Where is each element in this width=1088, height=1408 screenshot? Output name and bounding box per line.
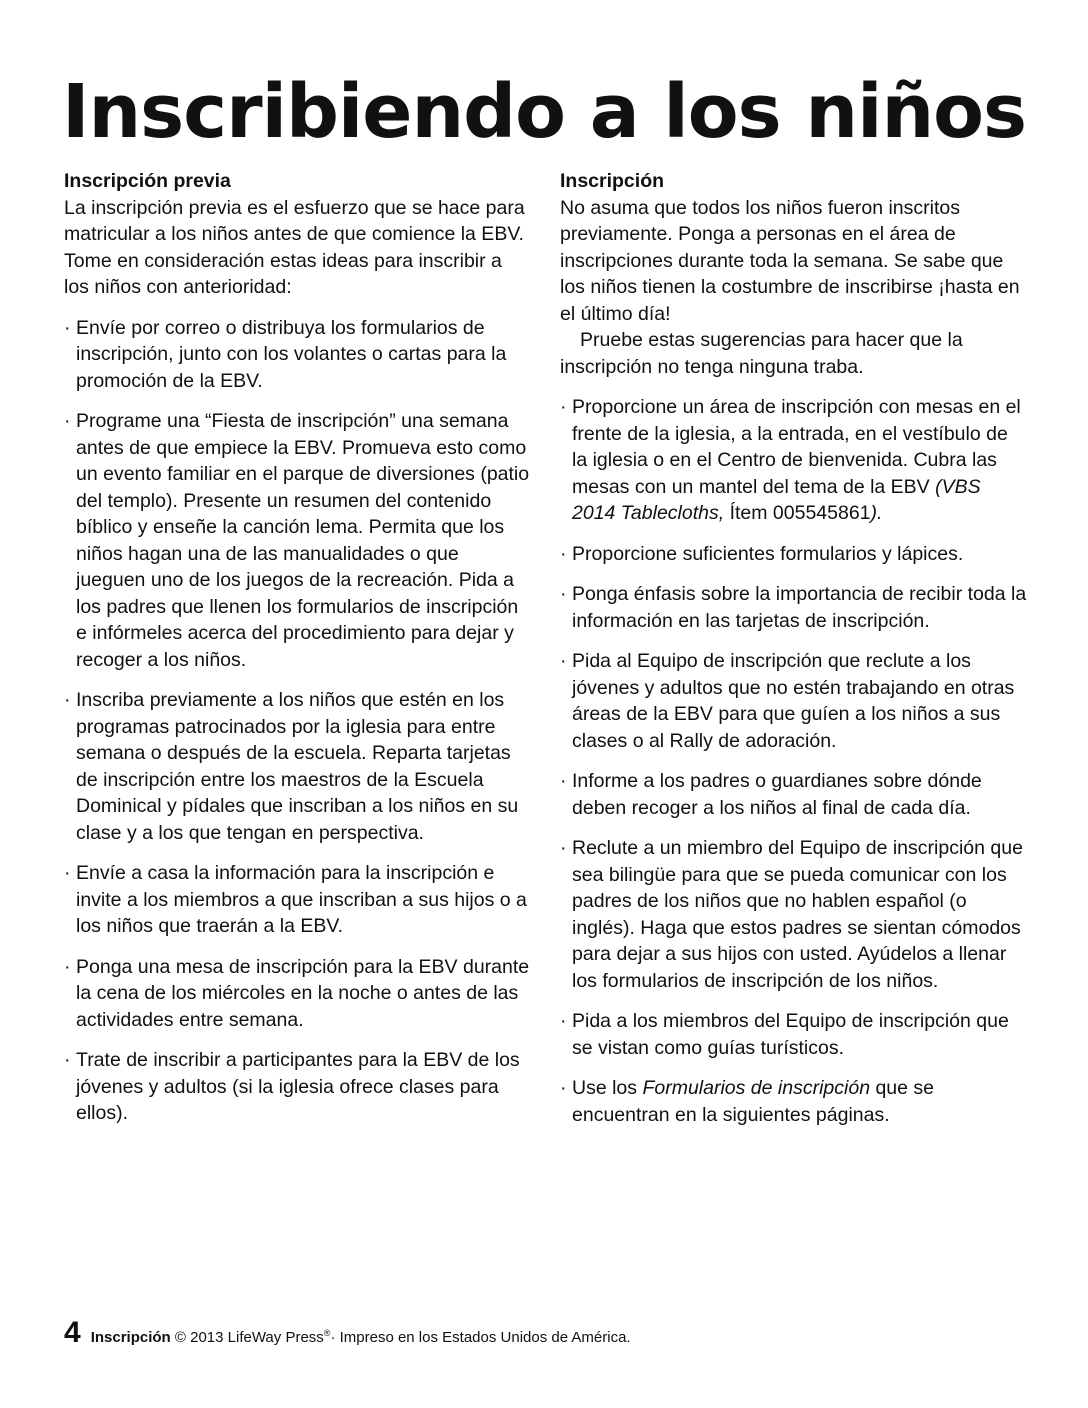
list-item: · Envíe por correo o distribuya los formularios de inscripción, junto con los volantes o cartas para la promoción de la EBV. [64, 316, 507, 392]
list-item: · Reclute a un miembro del Equipo de inscripción que sea bilingüe para que se pueda comunicar con los padres de los niños que no hablen español (o inglés). Haga que estos padres se sientan cómodos para dejar a sus hijos con usted. Ayúdelos a llenar los formularios de inscripción de los niños. [560, 837, 1023, 992]
bullet-dot: · [64, 316, 71, 339]
list-item: · Inscriba previamente a los niños que estén en los programas patrocinados por la iglesia para entre semana o después de la escuela. Reparta tarjetas de inscripción entre los maestros de la Escuela Dominical y pídales que inscriban a los niños en su clase y a los que tengan en perspectiva. [64, 689, 519, 844]
list-item: · Proporcione un área de inscripción con mesas en el frente de la iglesia, a la entrada, en el vestíbulo de la iglesia o en el Centro de bienvenida. Cubra las mesas con un mantel del tema de la EBV (VBS 2014 Tablecloths, Ítem 005545861). [560, 396, 1021, 524]
list-item: · Informe a los padres o guardianes sobre dónde deben recoger a los niños al final de cada día. [560, 770, 982, 819]
list-item: · Pida al Equipo de inscripción que reclute a los jóvenes y adultos que no estén trabajando en otras áreas de la EBV para que guíen a los niños a sus clases o al Rally de adoración. [560, 650, 1015, 752]
bullet-dot: · [560, 650, 567, 672]
bullet-dot: · [560, 542, 567, 565]
bullet-dot: · [560, 1077, 567, 1099]
list-item: · Trate de inscribir a participantes para la EBV de los jóvenes y adultos (si la iglesia ofrece clases para ellos). [64, 1049, 520, 1124]
left-column [64, 168, 532, 1141]
bullet-dot: · [64, 410, 71, 432]
list-item: · Proporcione suficientes formularios y lápices. [560, 541, 1028, 568]
right-intro-2: Pruebe estas sugerencias para hacer que la inscripción no tenga ninguna traba. [560, 329, 963, 378]
bullet-dot: · [560, 770, 567, 792]
list-item: · Ponga una mesa de inscripción para la EBV durante la cena de los miércoles en la noche o antes de las actividades entre semana. [64, 955, 530, 1031]
right-column [560, 168, 1028, 1142]
bullet-dot: · [560, 1010, 567, 1032]
footer-rest: · Impreso en los Estados Unidos de América. [330, 1329, 631, 1346]
footer-section: Inscripción [90, 1329, 171, 1346]
list-item: · Ponga énfasis sobre la importancia de recibir toda la información en las tarjetas de inscripción. [560, 583, 1027, 632]
bullet-dot: · [560, 837, 567, 859]
bullet-dot: · [64, 1049, 71, 1071]
page-footer [64, 1316, 631, 1350]
bullet-dot: · [64, 862, 71, 884]
left-heading: Inscripción previa [64, 170, 231, 192]
bullet-dot: · [560, 583, 567, 605]
registered-mark: ® [323, 1328, 331, 1338]
right-bullet-list [560, 394, 1028, 1128]
bullet-dot: · [64, 955, 71, 978]
right-heading: Inscripción [560, 170, 665, 192]
bullet-dot: · [64, 689, 71, 711]
left-intro: La inscripción previa es el esfuerzo que se hace para matricular a los niños antes de que comience la EBV. Tome en consideración estas ideas para inscribir a los niños con anterioridad: [64, 196, 525, 298]
left-bullet-list [64, 315, 532, 1127]
page-number: 4 [64, 1316, 81, 1349]
bullet-dot: · [560, 396, 567, 418]
list-item: · Pida a los miembros del Equipo de inscripción que se vistan como guías turísticos. [560, 1010, 1009, 1059]
list-item: · Programe una “Fiesta de inscripción” una semana antes de que empiece la EBV. Promueva esto como un evento familiar en el parque de diversiones (patio del templo). Presente un resumen del contenido bíblico y enseñe la canción lema. Permita que los niños hagan una de las manualidades o que jueguen uno de los juegos de la recreación. Pida a los padres que llenen los formularios de inscripción e infórmeles acerca del procedimiento para dejar y recoger a los niños. [64, 410, 530, 671]
list-item: · Use los Formularios de inscripción que se encuentran en la siguientes páginas. [560, 1077, 935, 1126]
footer-copyright: © 2013 LifeWay Press [174, 1329, 324, 1346]
list-item: · Envíe a casa la información para la inscripción e invite a los miembros a que inscriban a sus hijos o a los niños que traerán a la EBV. [64, 862, 527, 937]
page-title: Inscribiendo a los niños [61, 69, 1027, 155]
right-intro: No asuma que todos los niños fueron inscritos previamente. Ponga a personas en el área de inscripciones durante toda la semana. Se sabe que los niños tienen la costumbre de inscribirse ¡hasta en el último día! [560, 196, 1020, 325]
